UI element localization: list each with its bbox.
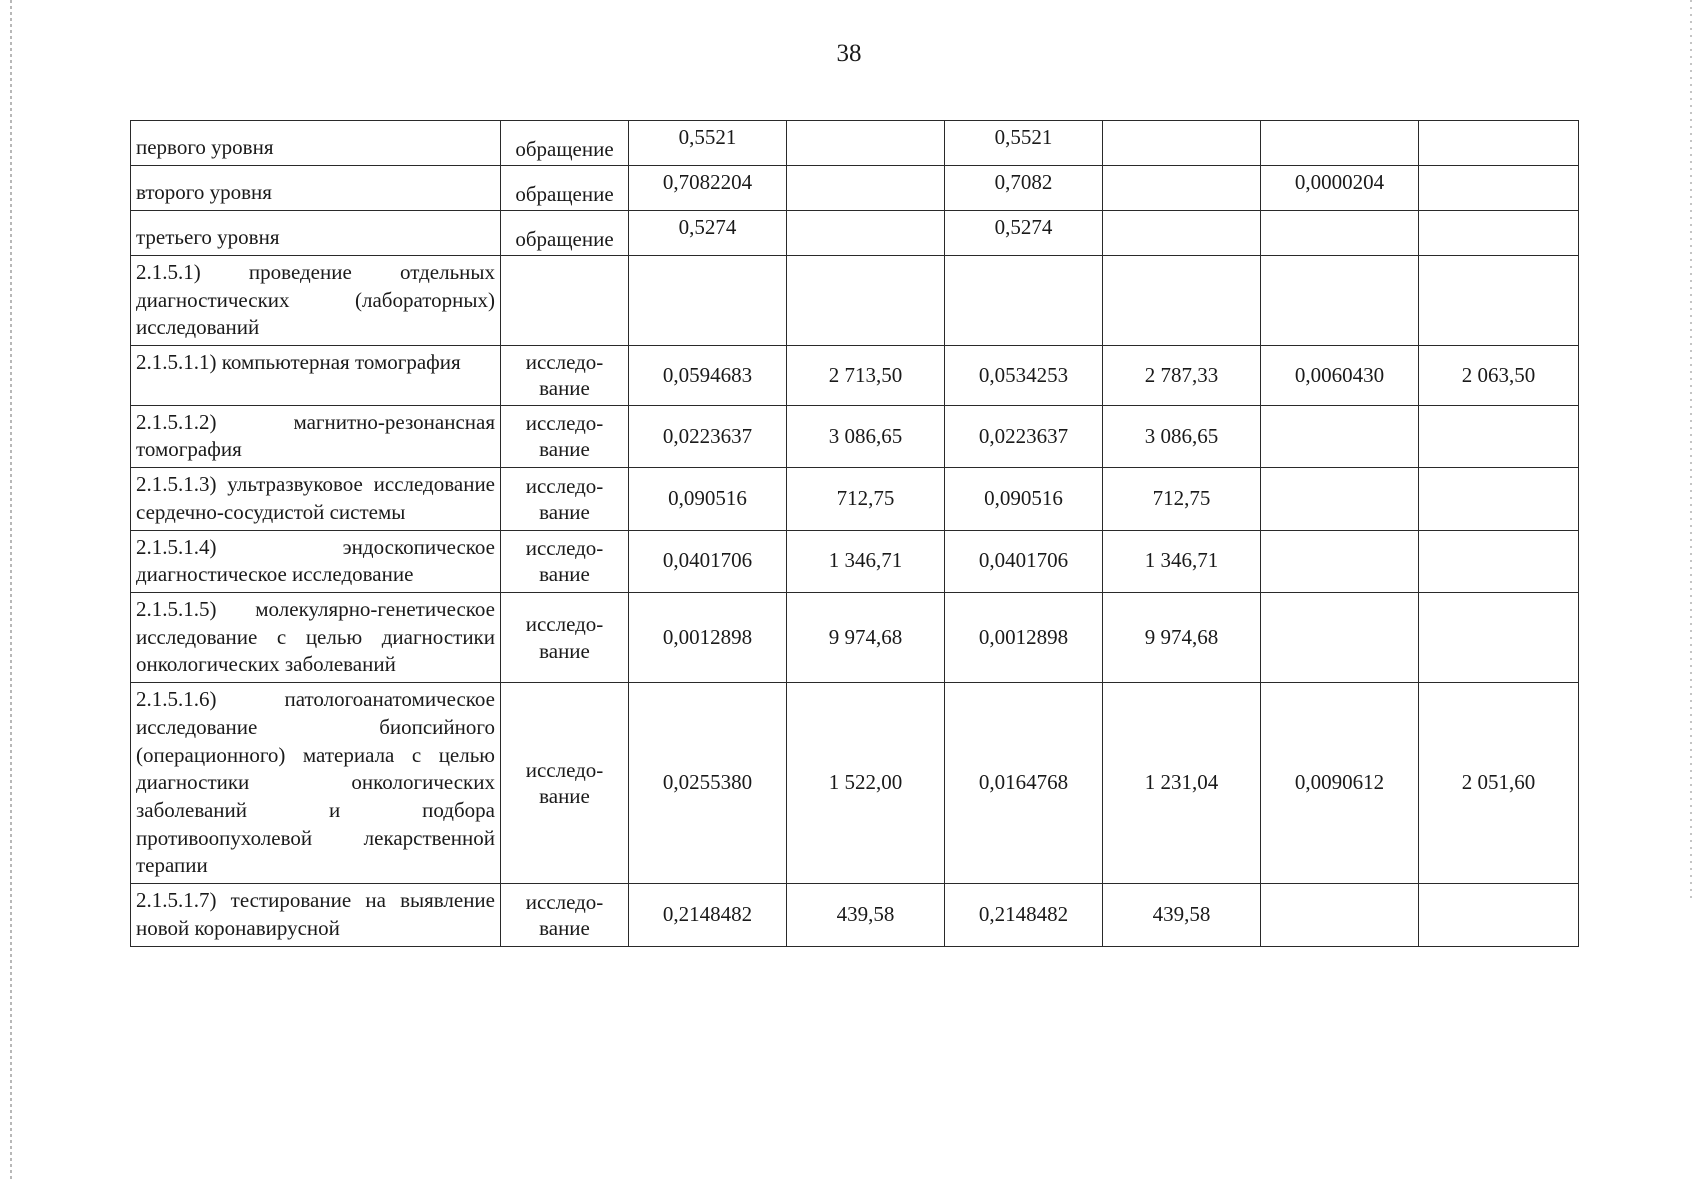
page-edge-mark	[10, 0, 12, 1180]
row-value: 1 522,00	[787, 683, 945, 884]
row-value	[1419, 405, 1579, 467]
row-unit: обращение	[501, 121, 629, 166]
row-value: 2 051,60	[1419, 683, 1579, 884]
table-row	[131, 468, 1579, 530]
row-name: третьего уровня	[131, 211, 501, 256]
row-unit: исследо-вание	[501, 468, 629, 530]
row-value	[1419, 592, 1579, 682]
row-name: 2.1.5.1.2) магнитно-резонансная томография	[131, 405, 501, 467]
row-value	[787, 211, 945, 256]
row-value: 0,0223637	[629, 405, 787, 467]
row-value: 9 974,68	[787, 592, 945, 682]
row-value: 712,75	[787, 468, 945, 530]
row-value	[787, 256, 945, 346]
row-value	[1419, 256, 1579, 346]
row-value: 0,0401706	[945, 530, 1103, 592]
row-value	[1261, 405, 1419, 467]
table-row	[131, 256, 1579, 346]
row-value: 0,0012898	[629, 592, 787, 682]
row-name: 2.1.5.1.1) компьютерная томография	[131, 346, 501, 406]
row-name: второго уровня	[131, 166, 501, 211]
row-unit	[501, 256, 629, 346]
row-value	[1419, 121, 1579, 166]
row-value	[1261, 530, 1419, 592]
table-row	[131, 211, 1579, 256]
row-value: 0,0255380	[629, 683, 787, 884]
row-name: первого уровня	[131, 121, 501, 166]
row-name: 2.1.5.1.5) молекулярно-генетическое исследование с целью диагностики онкологических заболеваний	[131, 592, 501, 682]
row-value	[787, 121, 945, 166]
scan-edge-mark	[1690, 0, 1692, 900]
row-value	[1103, 121, 1261, 166]
row-value: 0,090516	[945, 468, 1103, 530]
row-value: 0,2148482	[629, 884, 787, 946]
row-name: 2.1.5.1) проведение отдельных диагностических (лабораторных) исследований	[131, 256, 501, 346]
row-unit: исследо-вание	[501, 592, 629, 682]
row-value: 0,0594683	[629, 346, 787, 406]
row-value: 1 231,04	[1103, 683, 1261, 884]
tariff-table	[130, 120, 1579, 947]
row-value	[1261, 121, 1419, 166]
row-value: 1 346,71	[787, 530, 945, 592]
row-value	[1103, 211, 1261, 256]
row-value: 0,7082	[945, 166, 1103, 211]
row-value	[787, 166, 945, 211]
row-value: 0,5521	[945, 121, 1103, 166]
row-value	[629, 256, 787, 346]
row-value	[1419, 530, 1579, 592]
row-name: 2.1.5.1.4) эндоскопическое диагностическое исследование	[131, 530, 501, 592]
row-unit: исследо-вание	[501, 530, 629, 592]
row-value	[1419, 468, 1579, 530]
row-value: 3 086,65	[1103, 405, 1261, 467]
row-value: 0,0060430	[1261, 346, 1419, 406]
table-row	[131, 884, 1579, 946]
row-value	[1419, 884, 1579, 946]
table-row	[131, 166, 1579, 211]
row-value: 0,0534253	[945, 346, 1103, 406]
row-value: 439,58	[787, 884, 945, 946]
row-name: 2.1.5.1.7) тестирование на выявление новой коронавирусной	[131, 884, 501, 946]
table-row	[131, 683, 1579, 884]
row-value: 9 974,68	[1103, 592, 1261, 682]
row-value: 0,0164768	[945, 683, 1103, 884]
row-value: 0,090516	[629, 468, 787, 530]
row-value: 0,7082204	[629, 166, 787, 211]
row-value: 0,5274	[945, 211, 1103, 256]
table-row	[131, 405, 1579, 467]
row-value: 439,58	[1103, 884, 1261, 946]
table-row	[131, 592, 1579, 682]
row-unit: исследо-вание	[501, 884, 629, 946]
page-number: 38	[836, 40, 862, 67]
row-value: 712,75	[1103, 468, 1261, 530]
table-row	[131, 530, 1579, 592]
row-value	[1261, 211, 1419, 256]
row-value	[1103, 256, 1261, 346]
row-name: 2.1.5.1.6) патологоанатомическое исследование биопсийного (операционного) материала с целью диагностики онкологических заболеваний и подбора противоопухолевой лекарственной терапии	[131, 683, 501, 884]
row-value	[1261, 592, 1419, 682]
row-value: 0,5521	[629, 121, 787, 166]
row-value	[1103, 166, 1261, 211]
row-value	[1261, 256, 1419, 346]
row-value	[1261, 468, 1419, 530]
row-value: 3 086,65	[787, 405, 945, 467]
row-value: 2 063,50	[1419, 346, 1579, 406]
row-value	[1419, 211, 1579, 256]
row-value: 2 713,50	[787, 346, 945, 406]
row-value: 2 787,33	[1103, 346, 1261, 406]
row-value	[1419, 166, 1579, 211]
row-value: 0,0223637	[945, 405, 1103, 467]
row-unit: исследо-вание	[501, 405, 629, 467]
row-value: 0,0401706	[629, 530, 787, 592]
row-unit: обращение	[501, 166, 629, 211]
row-value: 0,0012898	[945, 592, 1103, 682]
row-value: 0,0000204	[1261, 166, 1419, 211]
table-body	[131, 121, 1579, 947]
row-value: 1 346,71	[1103, 530, 1261, 592]
row-value: 0,2148482	[945, 884, 1103, 946]
row-unit: исследо-вание	[501, 683, 629, 884]
row-value: 0,0090612	[1261, 683, 1419, 884]
row-unit: исследо-вание	[501, 346, 629, 406]
row-value	[945, 256, 1103, 346]
table-row	[131, 346, 1579, 406]
row-value	[1261, 884, 1419, 946]
table-row	[131, 121, 1579, 166]
row-value: 0,5274	[629, 211, 787, 256]
row-unit: обращение	[501, 211, 629, 256]
row-name: 2.1.5.1.3) ультразвуковое исследование сердечно-сосудистой системы	[131, 468, 501, 530]
